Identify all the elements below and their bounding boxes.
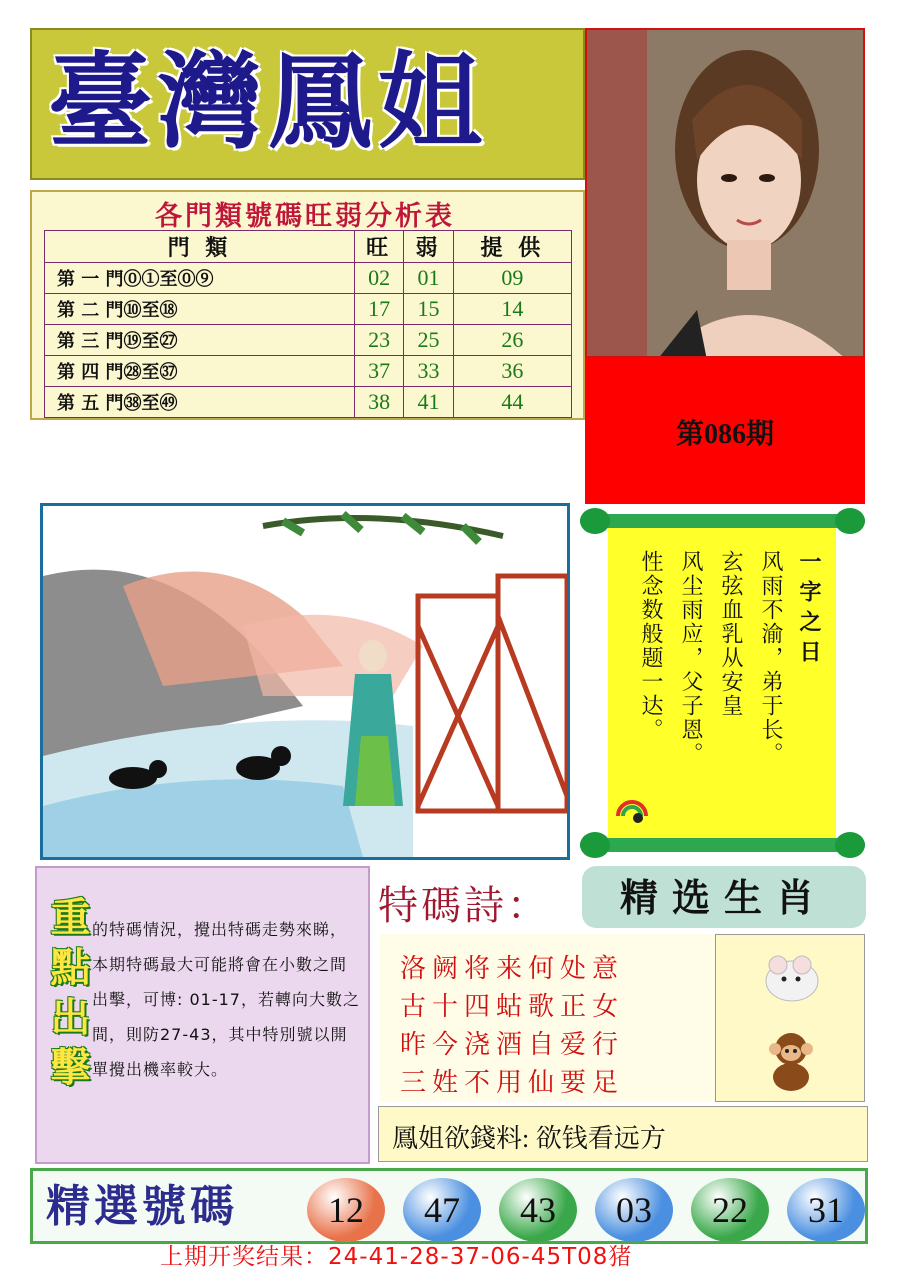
key-hit-text: 的特碼情況，攪出特碼走勢來睇，本期特碼最大可能將會在小數之間出擊，可博: 01-17，若轉向大數之間，則防27-43，其中特別號以開單攪出機率較大。 xyxy=(92,920,360,1079)
verse-line: 玄弦血乳从安皇 xyxy=(718,550,743,718)
last-draw-result: 上期开奖结果：24-41-28-37-06-45T08猪 xyxy=(160,1244,633,1270)
verse-line: 风雨不渝，弟于长。 xyxy=(758,550,783,766)
rainbow-logo-icon xyxy=(614,790,650,826)
analysis-title: 各門類號碼旺弱分析表 xyxy=(155,201,455,232)
column-header: 提 供 xyxy=(453,231,571,263)
scroll-knob xyxy=(580,508,610,534)
poem-label: 特碼詩： xyxy=(378,883,550,929)
weak-value: 41 xyxy=(404,387,453,418)
key-hit-label: 重點出擊 xyxy=(44,896,90,1096)
mouse-icon xyxy=(756,945,826,1005)
weak-value: 25 xyxy=(404,325,453,356)
table-row xyxy=(45,387,572,418)
monkey-icon xyxy=(758,1027,824,1093)
number-ball: 31 xyxy=(787,1178,865,1242)
scroll-knob xyxy=(580,832,610,858)
scroll-body xyxy=(608,528,836,838)
weak-value: 15 xyxy=(404,294,453,325)
scene-illustration xyxy=(40,503,570,860)
scroll-rod-bottom xyxy=(580,838,865,852)
table-row xyxy=(45,325,572,356)
scroll-knob xyxy=(835,832,865,858)
number-ball: 03 xyxy=(595,1178,673,1242)
number-ball: 43 xyxy=(499,1178,577,1242)
landscape-drawing xyxy=(43,506,567,857)
verse-line: 性念数般题一达。 xyxy=(638,550,663,742)
table-row xyxy=(45,356,572,387)
provide-value: 26 xyxy=(453,325,571,356)
number-ball: 12 xyxy=(307,1178,385,1242)
strong-value: 23 xyxy=(354,325,403,356)
money-text: 鳳姐欲錢料: 欲钱看远方 xyxy=(392,1124,666,1153)
verse-title: 一字之日 xyxy=(796,550,821,670)
poem-line: 古十四蛄歌正女 xyxy=(400,992,625,1022)
weak-value: 33 xyxy=(404,356,453,387)
strong-value: 38 xyxy=(354,387,403,418)
row-label: 第 三 門⑲至㉗ xyxy=(45,325,355,356)
page-title: 臺灣鳳姐 xyxy=(48,41,489,163)
poem-line: 三姓不用仙要足 xyxy=(400,1068,625,1098)
column-header: 門 類 xyxy=(45,231,355,263)
number-ball: 47 xyxy=(403,1178,481,1242)
zodiac-animals xyxy=(715,934,865,1102)
number-ball: 22 xyxy=(691,1178,769,1242)
poem-box xyxy=(380,934,715,1102)
provide-value: 44 xyxy=(453,387,571,418)
weak-value: 01 xyxy=(404,263,453,294)
row-label: 第 五 門㊳至㊾ xyxy=(45,387,355,418)
strong-value: 17 xyxy=(354,294,403,325)
column-header: 弱 xyxy=(404,231,453,263)
table-header-row xyxy=(45,231,572,263)
verse-scroll xyxy=(580,508,865,858)
row-label: 第 一 門⓪①至⓪⑨ xyxy=(45,263,355,294)
poem-line: 昨今浇酒自爱行 xyxy=(400,1030,625,1060)
portrait-photo xyxy=(585,28,865,358)
row-label: 第 四 門㉘至㊲ xyxy=(45,356,355,387)
verse-line: 风尘雨应，父子恩。 xyxy=(678,550,703,766)
column-header: 旺 xyxy=(354,231,403,263)
strong-value: 02 xyxy=(354,263,403,294)
selected-numbers-label: 精選號碼 xyxy=(46,1181,238,1232)
zodiac-label: 精选生肖 xyxy=(619,876,828,920)
provide-value: 09 xyxy=(453,263,571,294)
scroll-rod-top xyxy=(580,514,865,528)
strong-value: 37 xyxy=(354,356,403,387)
table-row xyxy=(45,294,572,325)
table-row xyxy=(45,263,572,294)
issue-number: 第086期 xyxy=(675,419,774,450)
scroll-knob xyxy=(835,508,865,534)
poem-line: 洛阙将来何处意 xyxy=(400,954,625,984)
analysis-table xyxy=(44,230,572,418)
row-label: 第 二 門⑩至⑱ xyxy=(45,294,355,325)
portrait-illustration xyxy=(587,30,865,358)
provide-value: 14 xyxy=(453,294,571,325)
provide-value: 36 xyxy=(453,356,571,387)
